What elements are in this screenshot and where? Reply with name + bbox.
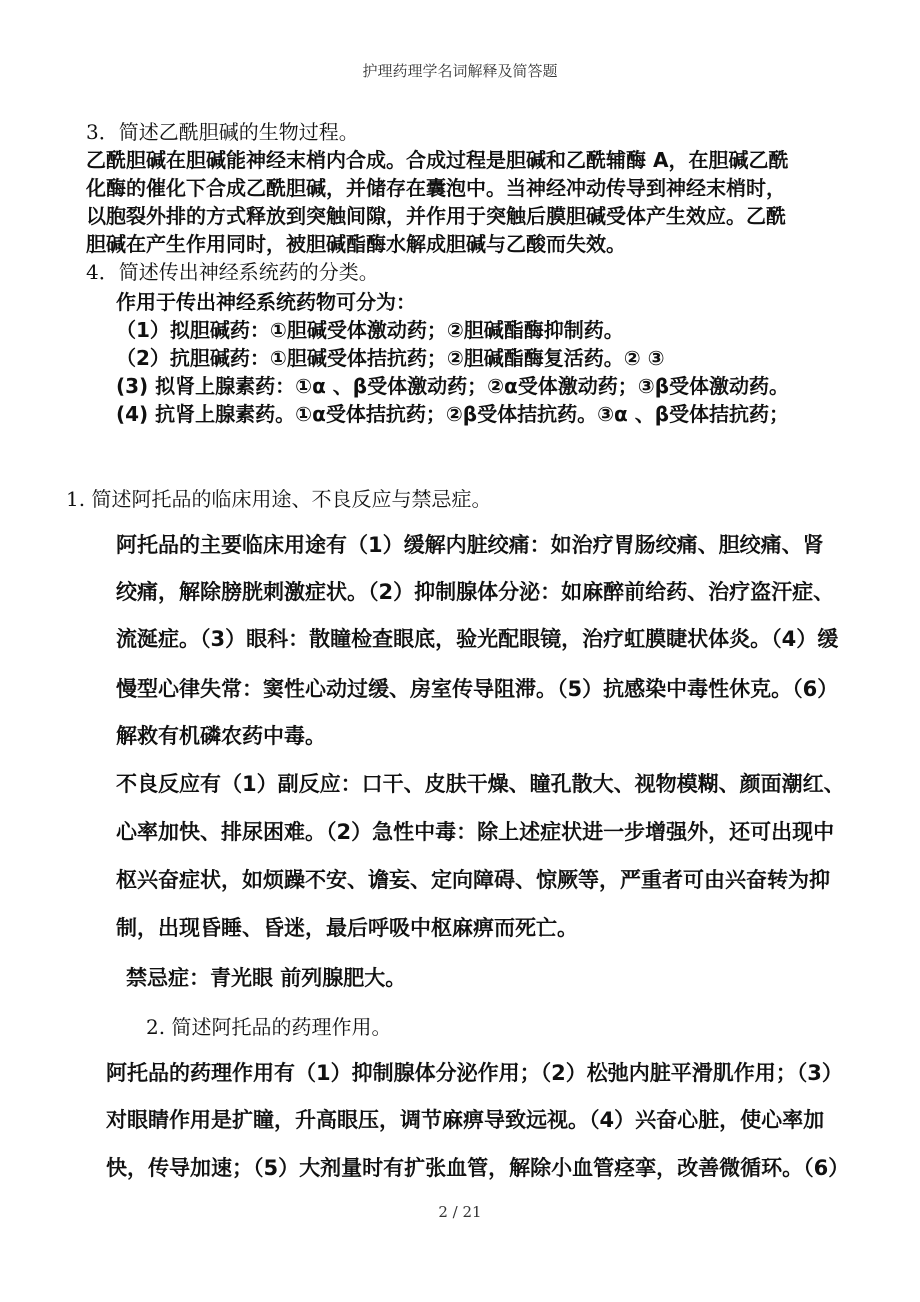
question-3-answer-line: 以胞裂外排的方式释放到突触间隙，并作用于突触后膜胆碱受体产生效应。乙酰 xyxy=(86,204,786,228)
question-3-answer-line: 化酶的催化下合成乙酰胆碱，并储存在囊泡中。当神经冲动传导到神经末梢时， xyxy=(86,176,786,200)
page-header: 护理药理学名词解释及简答题 xyxy=(362,62,558,80)
atropine-uses-line: 流涎症。（3）眼科：散瞳检查眼底，验光配眼镜，治疗虹膜睫状体炎。（4）缓 xyxy=(116,627,839,651)
page-number: 2 / 21 xyxy=(438,1203,482,1221)
atropine-adverse-line: 不良反应有（1）副反应：口干、皮肤干燥、瞳孔散大、视物模糊、颜面潮红、 xyxy=(116,772,845,796)
question-3-title: 3．简述乙酰胆碱的生物过程。 xyxy=(86,120,359,144)
question-3-answer-line: 乙酰胆碱在胆碱能神经末梢内合成。合成过程是胆碱和乙酰辅酶 A，在胆碱乙酰 xyxy=(86,148,789,172)
atropine-adverse-line: 心率加快、排尿困难。（2）急性中毒：除上述症状进一步增强外，还可出现中 xyxy=(116,820,835,844)
atropine-uses-line: 解救有机磷农药中毒。 xyxy=(116,724,326,748)
atropine-q1-title: 1. 简述阿托品的临床用途、不良反应与禁忌症。 xyxy=(66,487,492,511)
atropine-uses-line: 慢型心律失常：窦性心动过缓、房室传导阻滞。（5）抗感染中毒性休克。（6） xyxy=(116,677,839,701)
atropine-uses-line: 绞痛，解除膀胱刺激症状。（2）抑制腺体分泌：如麻醉前给药、治疗盗汗症、 xyxy=(116,580,835,604)
atropine-q2-title: 2. 简述阿托品的药理作用。 xyxy=(146,1015,392,1039)
atropine-pharmacology-line: 阿托品的药理作用有（1）抑制腺体分泌作用；（2）松弛内脏平滑肌作用；（3） xyxy=(106,1061,843,1085)
question-4-title: 4．简述传出神经系统药的分类。 xyxy=(86,260,379,284)
atropine-pharmacology-line: 快，传导加速；（5）大剂量时有扩张血管，解除小血管痉挛，改善微循环。（6） xyxy=(106,1156,850,1180)
atropine-pharmacology-line: 对眼睛作用是扩瞳，升高眼压，调节麻痹导致远视。（4）兴奋心脏，使心率加 xyxy=(106,1108,825,1132)
atropine-uses-line: 阿托品的主要临床用途有（1）缓解内脏绞痛：如治疗胃肠绞痛、胆绞痛、肾 xyxy=(116,533,824,557)
question-4-answer-line: （2）抗胆碱药：①胆碱受体拮抗药；②胆碱酯酶复活药。② ③ xyxy=(116,346,665,370)
question-4-answer-line: （1）拟胆碱药：①胆碱受体激动药；②胆碱酯酶抑制药。 xyxy=(116,318,624,342)
question-4-answer-line: 作用于传出神经系统药物可分为： xyxy=(116,290,416,314)
question-4-answer-line: (4) 抗肾上腺素药。①α受体拮抗药；②β受体拮抗药。③α 、β受体拮抗药； xyxy=(116,402,790,426)
atropine-adverse-line: 枢兴奋症状，如烦躁不安、谵妄、定向障碍、惊厥等，严重者可由兴奋转为抑 xyxy=(116,868,830,892)
atropine-contraindications: 禁忌症：青光眼 前列腺肥大。 xyxy=(126,966,407,990)
atropine-adverse-line: 制，出现昏睡、昏迷，最后呼吸中枢麻痹而死亡。 xyxy=(116,916,578,940)
question-4-answer-line: (3) 拟肾上腺素药：①α 、β受体激动药；②α受体激动药；③β受体激动药。 xyxy=(116,374,790,398)
question-3-answer-line: 胆碱在产生作用同时，被胆碱酯酶水解成胆碱与乙酸而失效。 xyxy=(86,232,626,256)
